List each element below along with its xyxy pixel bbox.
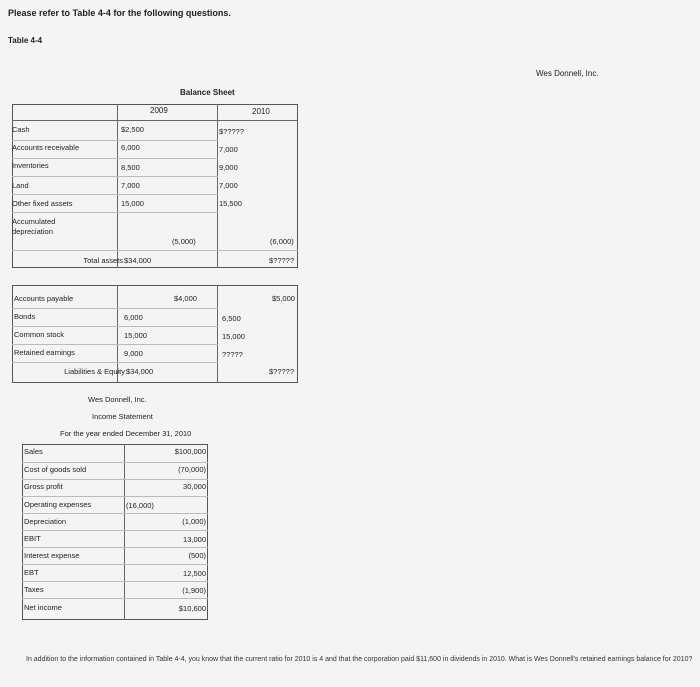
- is-title: Income Statement: [92, 412, 153, 421]
- bs-value-2010: 7,000: [219, 181, 238, 190]
- bs-value-2010: 6,500: [222, 314, 241, 323]
- is-row-value: 13,000: [183, 535, 206, 544]
- is-row-value: (1,000): [182, 517, 206, 526]
- bs-value-2009: 8,500: [121, 163, 140, 172]
- bs-value-2010: 15,500: [219, 199, 242, 208]
- bs-value-2010: $?????: [219, 127, 245, 136]
- is-company: Wes Donnell, Inc.: [88, 395, 147, 404]
- bs-row-label: Cash: [12, 125, 30, 134]
- ap-2009: $4,000: [174, 294, 197, 303]
- year-2009-header: 2009: [150, 106, 168, 115]
- bs-row-label: Retained earnings: [14, 348, 75, 357]
- is-row-label: Operating expenses: [24, 500, 92, 509]
- is-row-value: 30,000: [183, 482, 206, 491]
- liab-eq-2010: $?????: [269, 367, 295, 376]
- balance-sheet-title: Balance Sheet: [180, 88, 235, 97]
- ap-2010: $5,000: [272, 294, 295, 303]
- bs-row-label: Accumulated depreciation: [12, 217, 56, 236]
- bs-row-label: Common stock: [14, 330, 65, 339]
- table-label: Table 4-4: [8, 36, 43, 45]
- company-name: Wes Donnell, Inc.: [536, 69, 599, 78]
- bs-row-label: Inventories: [12, 161, 49, 170]
- bs-value-2009: 6,000: [121, 143, 140, 152]
- is-operating-expenses-value: (16,000): [126, 501, 154, 510]
- is-row-label: Interest expense: [24, 551, 80, 560]
- total-assets-label: Total assets: [83, 256, 123, 265]
- is-row-label: Net income: [24, 603, 62, 612]
- is-row-value: $100,000: [174, 447, 206, 456]
- total-assets-2009: $34,000: [124, 256, 152, 265]
- acc-dep-2010: (6,000): [270, 237, 294, 246]
- is-row-value: 12,500: [183, 569, 206, 578]
- is-period: For the year ended December 31, 2010: [60, 429, 192, 438]
- bs-value-2009: 15,000: [121, 199, 144, 208]
- bs-value-2009: 9,000: [124, 349, 143, 358]
- is-row-label: Cost of goods sold: [24, 465, 87, 474]
- is-row-value: $10,600: [178, 604, 206, 613]
- is-row-label: EBIT: [24, 534, 41, 543]
- bs-value-2009: 15,000: [124, 331, 147, 340]
- question-text: In addition to the information contained in Table 4-4, you know that the current ratio for 2010 is 4 and that the corporation paid $11,600 in dividends in 2010. What is Wes Donnell's retained earnings balance for 2010?: [26, 656, 693, 663]
- bs-value-2009: 6,000: [124, 313, 143, 322]
- bs-row-label: Bonds: [14, 312, 36, 321]
- year-2010-header: 2010: [252, 107, 270, 116]
- bs-value-2010: 9,000: [219, 163, 238, 172]
- bs-value-2009: 7,000: [121, 181, 140, 190]
- bs-value-2009: $2,500: [121, 125, 144, 134]
- is-row-label: Taxes: [24, 585, 44, 594]
- is-row-label: Sales: [24, 447, 43, 456]
- liab-eq-label: Liabilities & Equity: [64, 367, 125, 376]
- is-row-label: EBT: [24, 568, 39, 577]
- total-assets-2010: $?????: [269, 256, 295, 265]
- liab-eq-2009: $34,000: [126, 367, 154, 376]
- bs-row-label: Accounts payable: [14, 294, 74, 303]
- acc-dep-2009: (5,000): [172, 237, 196, 246]
- is-row-label: Gross profit: [24, 482, 63, 491]
- is-row-value: (500): [188, 551, 206, 560]
- balance-sheet-assets-table: [12, 104, 298, 268]
- bs-row-label: Land: [12, 181, 29, 190]
- is-row-label: Depreciation: [24, 517, 67, 526]
- bs-value-2010: 15,000: [222, 332, 245, 341]
- is-row-value: (1,900): [182, 586, 206, 595]
- bs-value-2010: ?????: [222, 350, 243, 359]
- instruction-text: Please refer to Table 4-4 for the following questions.: [8, 8, 231, 18]
- bs-row-label: Other fixed assets: [12, 199, 73, 208]
- is-row-value: (70,000): [178, 465, 206, 474]
- bs-row-label: Accounts receivable: [12, 143, 80, 152]
- bs-value-2010: 7,000: [219, 145, 238, 154]
